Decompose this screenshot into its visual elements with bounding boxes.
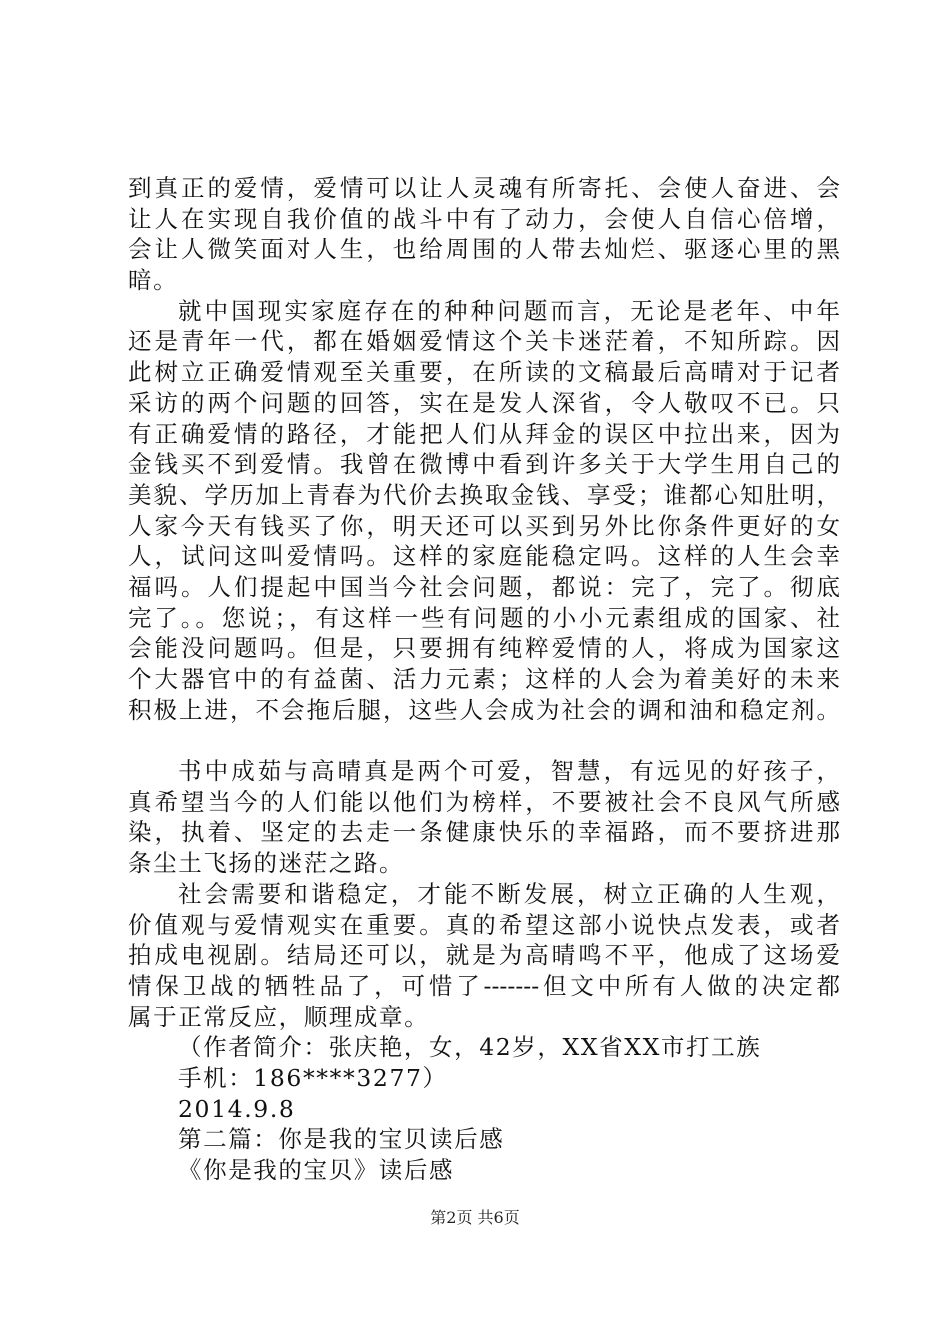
page-number: 第2页 共6页 (430, 1208, 520, 1227)
section-heading: 第二篇：你是我的宝贝读后感 (178, 1125, 505, 1154)
author-bio-line: （作者简介：张庆艳，女，42岁，XX省XX市打工族 (178, 1033, 762, 1062)
text-line: 拍成电视剧。结局还可以，就是为高晴鸣不平，他成了这场爱 (128, 941, 840, 970)
author-phone-line: 手机：186****3277） (178, 1063, 448, 1092)
text-line: 积极上进，不会拖后腿，这些人会成为社会的调和油和稳定剂。 (128, 695, 840, 724)
text-line: 采访的两个问题的回答，实在是发人深省，令人敬叹不已。只 (128, 388, 840, 417)
paragraph-first-line: 社会需要和谐稳定，才能不断发展，树立正确的人生观， (178, 879, 840, 908)
text-line: 会能没问题吗。但是，只要拥有纯粹爱情的人，将成为国家这 (128, 634, 840, 663)
text-line: 金钱买不到爱情。我曾在微博中看到许多关于大学生用自己的 (128, 450, 840, 479)
text-line: 情保卫战的牺牲品了，可惜了-------但文中所有人做的决定都 (128, 971, 840, 1000)
text-line: 福吗。人们提起中国当今社会问题，都说：完了，完了。彻底 (128, 572, 840, 601)
text-line: 人家今天有钱买了你，明天还可以买到另外比你条件更好的女 (128, 511, 840, 540)
page-footer (0, 1208, 950, 1228)
article-title: 《你是我的宝贝》读后感 (178, 1156, 455, 1184)
paragraph-gap (128, 725, 840, 756)
text-line: 个大器官中的有益菌、活力元素；这样的人会为着美好的未来 (128, 665, 840, 693)
text-line: 让人在实现自我价值的战斗中有了动力，会使人自信心倍增， (128, 204, 840, 233)
text-line: 真希望当今的人们能以他们为榜样，不要被社会不良风气所感 (128, 787, 840, 816)
date-line: 2014.9.8 (178, 1094, 296, 1123)
text-line: 暗。 (128, 266, 179, 295)
paragraph-first-line: 就中国现实家庭存在的种种问题而言，无论是老年、中年 (178, 296, 840, 325)
text-line: 条尘土飞扬的迷茫之路。 (128, 849, 405, 878)
text-line: 价值观与爱情观实在重要。真的希望这部小说快点发表，或者 (128, 910, 840, 939)
text-line: 还是青年一代，都在婚姻爱情这个关卡迷茫着，不知所踪。因 (128, 327, 840, 356)
text-line: 染，执着、坚定的去走一条健康快乐的幸福路，而不要挤进那 (128, 818, 840, 847)
text-line: 完了。。您说；，有这样一些有问题的小小元素组成的国家、社 (128, 603, 840, 632)
document-body (128, 173, 840, 1186)
text-line: 美貌、学历加上青春为代价去换取金钱、享受；谁都心知肚明， (128, 480, 840, 509)
text-line: 此树立正确爱情观至关重要，在所读的文稿最后高晴对于记者 (128, 358, 840, 387)
text-line: 人，试问这叫爱情吗。这样的家庭能稳定吗。这样的人生会幸 (128, 542, 840, 571)
text-line: 到真正的爱情，爱情可以让人灵魂有所寄托、会使人奋进、会 (128, 174, 840, 202)
text-line: 会让人微笑面对人生，也给周围的人带去灿烂、驱逐心里的黑 (128, 235, 840, 264)
text-line: 属于正常反应，顺理成章。 (128, 1002, 430, 1031)
paragraph-first-line: 书中成茹与高晴真是两个可爱，智慧，有远见的好孩子， (178, 757, 840, 786)
text-line: 有正确爱情的路径，才能把人们从拜金的误区中拉出来，因为 (128, 419, 840, 448)
